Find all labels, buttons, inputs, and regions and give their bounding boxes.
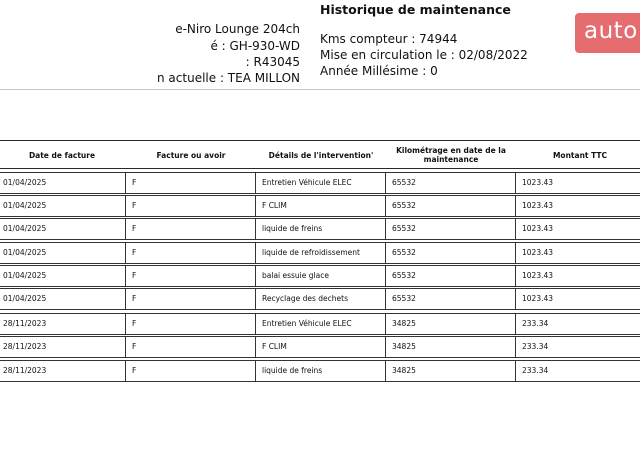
cell-invoice-date: 28/11/2023 (3, 319, 47, 328)
column-divider (515, 288, 516, 310)
column-divider (125, 288, 126, 310)
cell-invoice-type: F (132, 271, 137, 280)
cell-amount: 1023.43 (522, 271, 554, 280)
cell-mileage: 34825 (392, 366, 416, 375)
column-divider (515, 172, 516, 194)
column-divider (125, 265, 126, 287)
cell-invoice-type: F (132, 224, 137, 233)
column-divider (255, 360, 256, 382)
cell-mileage: 65532 (392, 294, 416, 303)
cell-invoice-date: 01/04/2025 (3, 224, 47, 233)
cell-invoice-date: 01/04/2025 (3, 248, 47, 257)
column-divider (255, 265, 256, 287)
table-row (0, 313, 640, 335)
header-mileage: Kilométrage en date de la maintenance (396, 146, 506, 164)
column-divider (255, 172, 256, 194)
vehicle-location: n actuelle : TEA MILLON (157, 71, 300, 85)
cell-intervention: F CLIM (262, 342, 287, 351)
cell-mileage: 65532 (392, 248, 416, 257)
cell-amount: 233.34 (522, 366, 549, 375)
cell-mileage: 34825 (392, 319, 416, 328)
brand-logo-text: auto (584, 18, 638, 44)
table-row (0, 172, 640, 194)
column-divider (385, 242, 386, 264)
cell-mileage: 65532 (392, 178, 416, 187)
column-divider (515, 265, 516, 287)
column-divider (125, 218, 126, 240)
column-divider (125, 360, 126, 382)
cell-invoice-type: F (132, 319, 137, 328)
cell-intervention: balai essuie glace (262, 271, 329, 280)
cell-mileage: 34825 (392, 342, 416, 351)
cell-amount: 1023.43 (522, 201, 554, 210)
cell-amount: 1023.43 (522, 294, 554, 303)
cell-invoice-type: F (132, 294, 137, 303)
column-divider (385, 265, 386, 287)
header-intervention-details: Détails de l'intervention' (268, 150, 374, 160)
table-row (0, 218, 640, 240)
vehicle-plate: é : GH-930-WD (210, 39, 300, 53)
vehicle-info (0, 0, 300, 90)
column-divider (125, 313, 126, 335)
cell-intervention: Recyclage des dechets (262, 294, 348, 303)
cell-mileage: 65532 (392, 224, 416, 233)
cell-intervention: liquide de freins (262, 366, 323, 375)
cell-invoice-date: 28/11/2023 (3, 366, 47, 375)
column-divider (385, 172, 386, 194)
odometer-reading: Kms compteur : 74944 (320, 32, 458, 46)
cell-mileage: 65532 (392, 271, 416, 280)
vehicle-model: e-Niro Lounge 204ch (175, 22, 300, 36)
header-amount: Montant TTC (552, 150, 608, 160)
column-divider (515, 336, 516, 358)
column-divider (125, 242, 126, 264)
cell-intervention: Entretien Véhicule ELEC (262, 319, 352, 328)
column-divider (255, 242, 256, 264)
cell-invoice-date: 01/04/2025 (3, 178, 47, 187)
column-divider (125, 195, 126, 217)
cell-invoice-type: F (132, 342, 137, 351)
column-divider (125, 336, 126, 358)
column-divider (385, 195, 386, 217)
cell-invoice-date: 01/04/2025 (3, 294, 47, 303)
vehicle-reference: : R43045 (245, 55, 300, 69)
cell-intervention: Entretien Véhicule ELEC (262, 178, 352, 187)
column-divider (515, 313, 516, 335)
section-divider (0, 89, 640, 90)
cell-invoice-type: F (132, 201, 137, 210)
header-invoice-date: Date de facture (28, 150, 96, 160)
column-divider (385, 313, 386, 335)
cell-amount: 1023.43 (522, 178, 554, 187)
cell-mileage: 65532 (392, 201, 416, 210)
column-divider (515, 242, 516, 264)
cell-intervention: liquide de freins (262, 224, 323, 233)
column-divider (385, 218, 386, 240)
cell-invoice-type: F (132, 178, 137, 187)
column-divider (385, 336, 386, 358)
cell-amount: 233.34 (522, 319, 549, 328)
header-border-top (0, 140, 640, 141)
registration-date: Mise en circulation le : 02/08/2022 (320, 48, 528, 62)
column-divider (515, 360, 516, 382)
cell-invoice-type: F (132, 248, 137, 257)
table-row (0, 360, 640, 382)
column-divider (255, 195, 256, 217)
cell-invoice-date: 01/04/2025 (3, 271, 47, 280)
table-row (0, 336, 640, 358)
maintenance-title: Historique de maintenance (320, 2, 511, 17)
cell-invoice-date: 28/11/2023 (3, 342, 47, 351)
column-divider (515, 195, 516, 217)
column-divider (515, 218, 516, 240)
cell-invoice-type: F (132, 366, 137, 375)
table-row (0, 288, 640, 310)
cell-intervention: liquide de refroidissement (262, 248, 360, 257)
cell-amount: 1023.43 (522, 248, 554, 257)
column-divider (385, 360, 386, 382)
brand-logo (575, 13, 640, 53)
cell-intervention: F CLIM (262, 201, 287, 210)
cell-invoice-date: 01/04/2025 (3, 201, 47, 210)
column-divider (255, 218, 256, 240)
cell-amount: 1023.43 (522, 224, 554, 233)
column-divider (255, 313, 256, 335)
model-year: Année Millésime : 0 (320, 64, 438, 78)
column-divider (385, 288, 386, 310)
table-row (0, 242, 640, 264)
table-row (0, 195, 640, 217)
column-divider (255, 336, 256, 358)
header-invoice-type: Facture ou avoir (156, 150, 226, 160)
header-border-bottom (0, 168, 640, 169)
column-divider (125, 172, 126, 194)
column-divider (255, 288, 256, 310)
cell-amount: 233.34 (522, 342, 549, 351)
table-row (0, 265, 640, 287)
